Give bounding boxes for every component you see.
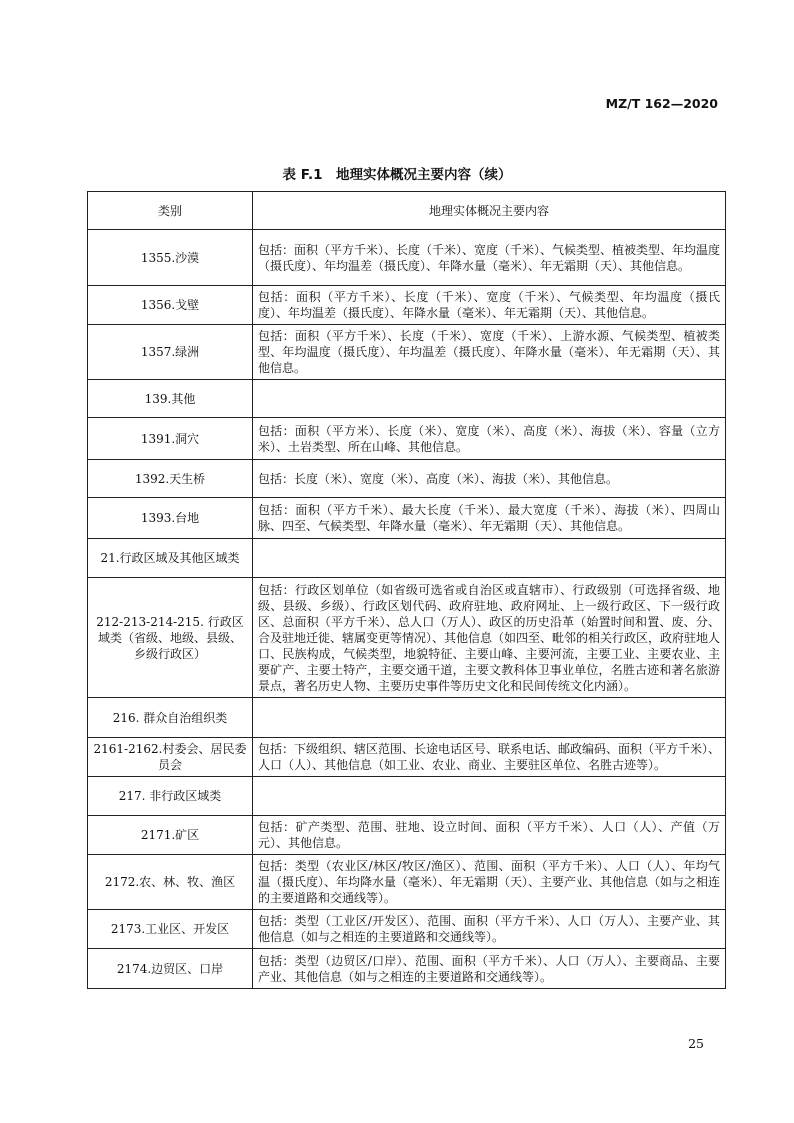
table-row bbox=[88, 460, 726, 498]
category-cell: 1391.洞穴 bbox=[88, 418, 253, 460]
category-cell: 2171.矿区 bbox=[88, 816, 253, 855]
column-header-category: 类别 bbox=[88, 192, 253, 230]
category-cell: 1356.戈壁 bbox=[88, 286, 253, 325]
content-cell: 包括：类型（工业区/开发区）、范围、面积（平方千米）、人口（万人）、主要产业、其他信息（如与之相连的主要道路和交通线等）。 bbox=[253, 910, 726, 949]
standard-code: MZ/T 162—2020 bbox=[605, 96, 718, 111]
category-cell: 2173.工业区、开发区 bbox=[88, 910, 253, 949]
category-cell: 1355.沙漠 bbox=[88, 230, 253, 286]
category-cell: 1357.绿洲 bbox=[88, 325, 253, 380]
table-title: 表 F.1 地理实体概况主要内容（续） bbox=[282, 167, 512, 183]
content-cell: 包括：矿产类型、范围、驻地、设立时间、面积（平方千米）、人口（人）、产值（万元）、其他信息。 bbox=[253, 816, 726, 855]
category-cell: 21.行政区域及其他区域类 bbox=[88, 539, 253, 578]
content-cell bbox=[253, 698, 726, 738]
category-cell: 216. 群众自治组织类 bbox=[88, 698, 253, 738]
table-row bbox=[88, 230, 726, 286]
content-cell: 包括：面积（平方千米）、长度（千米）、宽度（千米）、上游水源、气候类型、植被类型、年均温度（摄氏度）、年均温差（摄氏度）、年降水量（毫米）、年无霜期（天）、其他信息。 bbox=[253, 325, 726, 380]
table-row bbox=[88, 816, 726, 855]
content-cell: 包括：长度（米）、宽度（米）、高度（米）、海拔（米）、其他信息。 bbox=[253, 460, 726, 498]
page-number: 25 bbox=[688, 1036, 704, 1051]
table-row bbox=[88, 777, 726, 816]
content-cell: 包括：面积（平方千米）、最大长度（千米）、最大宽度（千米）、海拔（米）、四周山脉、四至、气候类型、年降水量（毫米）、年无霜期（天）、其他信息。 bbox=[253, 498, 726, 539]
content-cell bbox=[253, 380, 726, 418]
content-cell: 包括：面积（平方米）、长度（米）、宽度（米）、高度（米）、海拔（米）、容量（立方米）、土岩类型、所在山峰、其他信息。 bbox=[253, 418, 726, 460]
category-cell: 2172.农、林、牧、渔区 bbox=[88, 855, 253, 910]
content-cell: 包括：面积（平方千米）、长度（千米）、宽度（千米）、气候类型、年均温度（摄氏度）、年均温差（摄氏度）、年降水量（毫米）、年无霜期（天）、其他信息。 bbox=[253, 286, 726, 325]
geographic-entity-table bbox=[87, 191, 726, 989]
category-cell: 2161-2162.村委会、居民委员会 bbox=[88, 738, 253, 777]
table-header-row bbox=[88, 192, 726, 230]
table-row bbox=[88, 418, 726, 460]
table-row bbox=[88, 738, 726, 777]
table-row bbox=[88, 855, 726, 910]
table-row bbox=[88, 578, 726, 698]
content-cell bbox=[253, 777, 726, 816]
content-cell: 包括：行政区划单位（如省级可选省或自治区或直辖市）、行政级别（可选择省级、地级、县级、乡级）、行政区划代码、政府驻地、政府网址、上一级行政区、下一级行政区、总面积（平方千米）、总人口（万人）、政区的历史沿革（始置时间和置、废、分、合及驻地迁徙、辖属变更等情况）、其他信息（如四至、毗邻的相关行政区，政府驻地人口、民族构成，气候类型，地貌特征、主要山峰、主要河流，主要工业、主要农业、主要矿产、主要土特产，主要交通干道，主要文教科体卫事业单位，名胜古迹和著名旅游景点，著名历史人物、主要历史事件等历史文化和民间传统文化内涵）。 bbox=[253, 578, 726, 698]
category-cell: 217. 非行政区域类 bbox=[88, 777, 253, 816]
table-row bbox=[88, 949, 726, 989]
content-cell: 包括：类型（农业区/林区/牧区/渔区）、范围、面积（平方千米）、人口（人）、年均气温（摄氏度）、年均降水量（毫米）、年无霜期（天）、主要产业、其他信息（如与之相连的主要道路和交通线等）。 bbox=[253, 855, 726, 910]
category-cell: 139.其他 bbox=[88, 380, 253, 418]
category-cell: 212-213-214-215. 行政区域类（省级、地级、县级、乡级行政区） bbox=[88, 578, 253, 698]
table-row bbox=[88, 380, 726, 418]
category-cell: 2174.边贸区、口岸 bbox=[88, 949, 253, 989]
table-row bbox=[88, 325, 726, 380]
table-row bbox=[88, 910, 726, 949]
table-row bbox=[88, 539, 726, 578]
table-row bbox=[88, 286, 726, 325]
table-row bbox=[88, 698, 726, 738]
table-row bbox=[88, 498, 726, 539]
category-cell: 1392.天生桥 bbox=[88, 460, 253, 498]
content-cell bbox=[253, 539, 726, 578]
category-cell: 1393.台地 bbox=[88, 498, 253, 539]
content-cell: 包括：类型（边贸区/口岸）、范围、面积（平方千米）、人口（万人）、主要商品、主要产业、其他信息（如与之相连的主要道路和交通线等）。 bbox=[253, 949, 726, 989]
column-header-content: 地理实体概况主要内容 bbox=[253, 192, 726, 230]
content-cell: 包括：下级组织、辖区范围、长途电话区号、联系电话、邮政编码、面积（平方千米）、人口（人）、其他信息（如工业、农业、商业、主要驻区单位、名胜古迹等）。 bbox=[253, 738, 726, 777]
content-cell: 包括：面积（平方千米）、长度（千米）、宽度（千米）、气候类型、植被类型、年均温度（摄氏度）、年均温差（摄氏度）、年降水量（毫米）、年无霜期（天）、其他信息。 bbox=[253, 230, 726, 286]
